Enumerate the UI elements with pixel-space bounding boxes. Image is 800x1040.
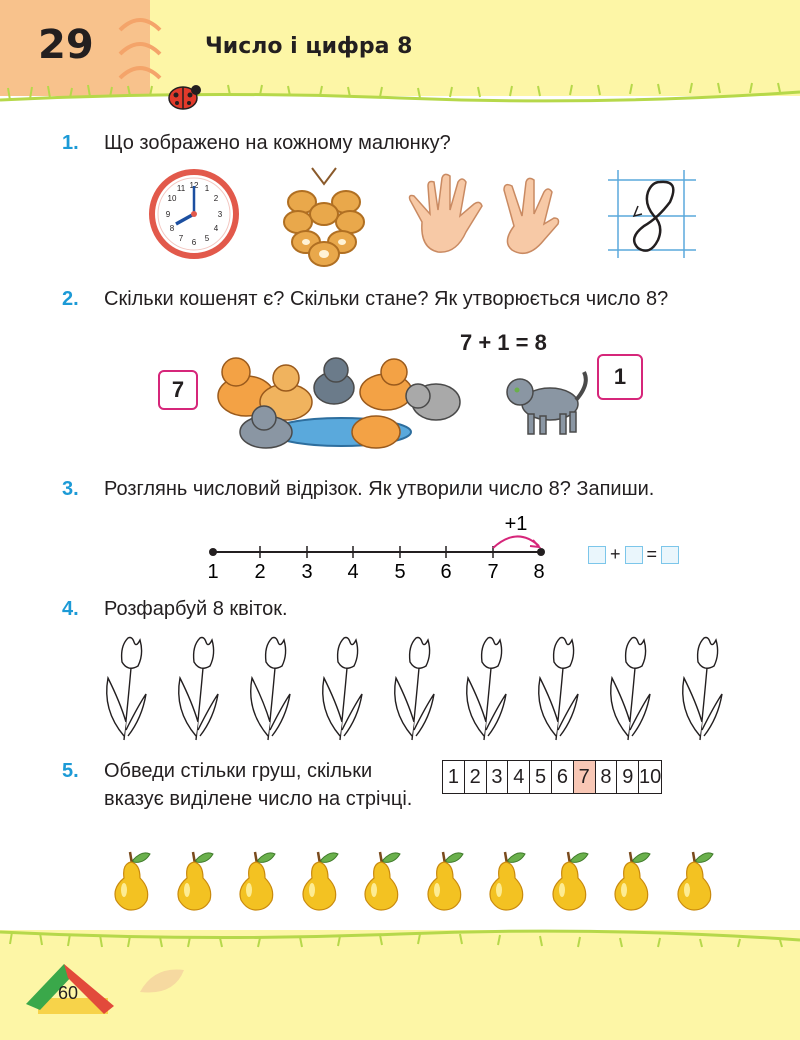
clock-number: 10 <box>167 194 177 203</box>
tick-label: 4 <box>347 561 359 583</box>
answer-box-1[interactable] <box>588 546 606 564</box>
task-2-text: Скільки кошенят є? Скільки стане? Як утворюється число 8? <box>104 288 669 310</box>
task-5-number: 5. <box>62 760 79 782</box>
tulip-outline[interactable] <box>314 632 378 744</box>
pear-icon[interactable] <box>233 848 279 912</box>
tick-label: 1 <box>207 561 219 583</box>
tulip-outline[interactable] <box>530 632 594 744</box>
clock-number: 2 <box>213 194 219 203</box>
task-5-text: Обведи стільки груш, скільки вказує виділене число на стрічці. <box>104 760 413 810</box>
tick-label: 2 <box>254 561 266 583</box>
tulip-outline[interactable] <box>98 632 162 744</box>
equation-blanks <box>588 544 679 565</box>
tick-label: 7 <box>487 561 499 583</box>
task-2-number: 2. <box>62 288 79 310</box>
kittens-group-icon <box>206 336 476 456</box>
pear-icon[interactable] <box>483 848 529 912</box>
task-2-right-box: 1 <box>597 354 643 400</box>
task-3-text: Розглянь числовий відрізок. Як утворили число 8? Запиши. <box>104 478 655 500</box>
pear-icon[interactable] <box>608 848 654 912</box>
strip-cell: 7 <box>574 761 596 793</box>
pear-icon[interactable] <box>358 848 404 912</box>
lesson-title: Число і цифра 8 <box>205 34 413 59</box>
clock-number: 7 <box>178 234 184 243</box>
tulip-outline[interactable] <box>386 632 450 744</box>
pear-icon[interactable] <box>421 848 467 912</box>
lesson-number: 29 <box>38 22 94 68</box>
clock-number: 4 <box>213 224 219 233</box>
bagels-bundle-icon <box>276 164 372 270</box>
pear-icon[interactable] <box>296 848 342 912</box>
pear-row <box>108 848 728 912</box>
tulip-row <box>98 632 758 744</box>
task-4-text: Розфарбуй 8 квіток. <box>104 598 288 620</box>
clock-number: 11 <box>176 184 186 193</box>
strip-cell: 10 <box>638 765 662 788</box>
clock-number: 5 <box>204 234 210 243</box>
tulip-outline[interactable] <box>458 632 522 744</box>
task-1-text: Що зображено на кожному малюнку? <box>104 132 451 154</box>
strip-cell: 4 <box>508 761 530 793</box>
single-kitten-icon <box>500 364 590 438</box>
number-strip <box>442 760 662 794</box>
hands-icon <box>404 170 584 262</box>
strip-cell: 3 <box>487 761 509 793</box>
answer-box-2[interactable] <box>625 546 643 564</box>
clock-number: 3 <box>217 210 223 219</box>
strip-cell: 9 <box>617 761 639 793</box>
tulip-outline[interactable] <box>674 632 738 744</box>
jump-label: +1 <box>504 513 528 535</box>
tick-label: 8 <box>533 561 545 583</box>
pear-icon[interactable] <box>108 848 154 912</box>
digit-eight-writing-icon <box>600 166 700 258</box>
strip-cell: 2 <box>465 761 487 793</box>
tulip-outline[interactable] <box>602 632 666 744</box>
clock-number: 12 <box>189 181 199 190</box>
task-1-number: 1. <box>62 132 79 154</box>
strip-cell: 6 <box>552 761 574 793</box>
answer-box-3[interactable] <box>661 546 679 564</box>
task-2-equation: 7 + 1 = 8 <box>460 330 547 355</box>
task-4-number: 4. <box>62 598 79 620</box>
pear-icon[interactable] <box>546 848 592 912</box>
task-2-left-box: 7 <box>158 370 198 410</box>
clock-number: 6 <box>191 238 197 247</box>
page-number: 60 <box>58 983 79 1003</box>
task-3-number: 3. <box>62 478 79 500</box>
plus-sign: + <box>610 544 621 564</box>
leaf-decor-icon <box>134 962 190 1002</box>
clock-number: 1 <box>204 184 210 193</box>
strip-cell: 1 <box>443 761 465 793</box>
decor-swirls <box>110 8 170 88</box>
footer-grass-border <box>0 918 800 948</box>
tick-label: 3 <box>301 561 313 583</box>
tulip-outline[interactable] <box>242 632 306 744</box>
tick-label: 6 <box>440 561 452 583</box>
clock-number: 8 <box>169 224 175 233</box>
clock-icon <box>148 168 240 260</box>
clock-number: 9 <box>165 210 171 219</box>
number-line <box>196 512 566 584</box>
ladybug-icon <box>163 80 203 114</box>
strip-cell: 8 <box>596 761 618 793</box>
tick-label: 5 <box>394 561 406 583</box>
header-grass-border <box>0 82 800 112</box>
pear-icon[interactable] <box>171 848 217 912</box>
pear-icon[interactable] <box>671 848 717 912</box>
strip-cell: 5 <box>530 761 552 793</box>
equals-sign: = <box>646 544 658 564</box>
tulip-outline[interactable] <box>170 632 234 744</box>
